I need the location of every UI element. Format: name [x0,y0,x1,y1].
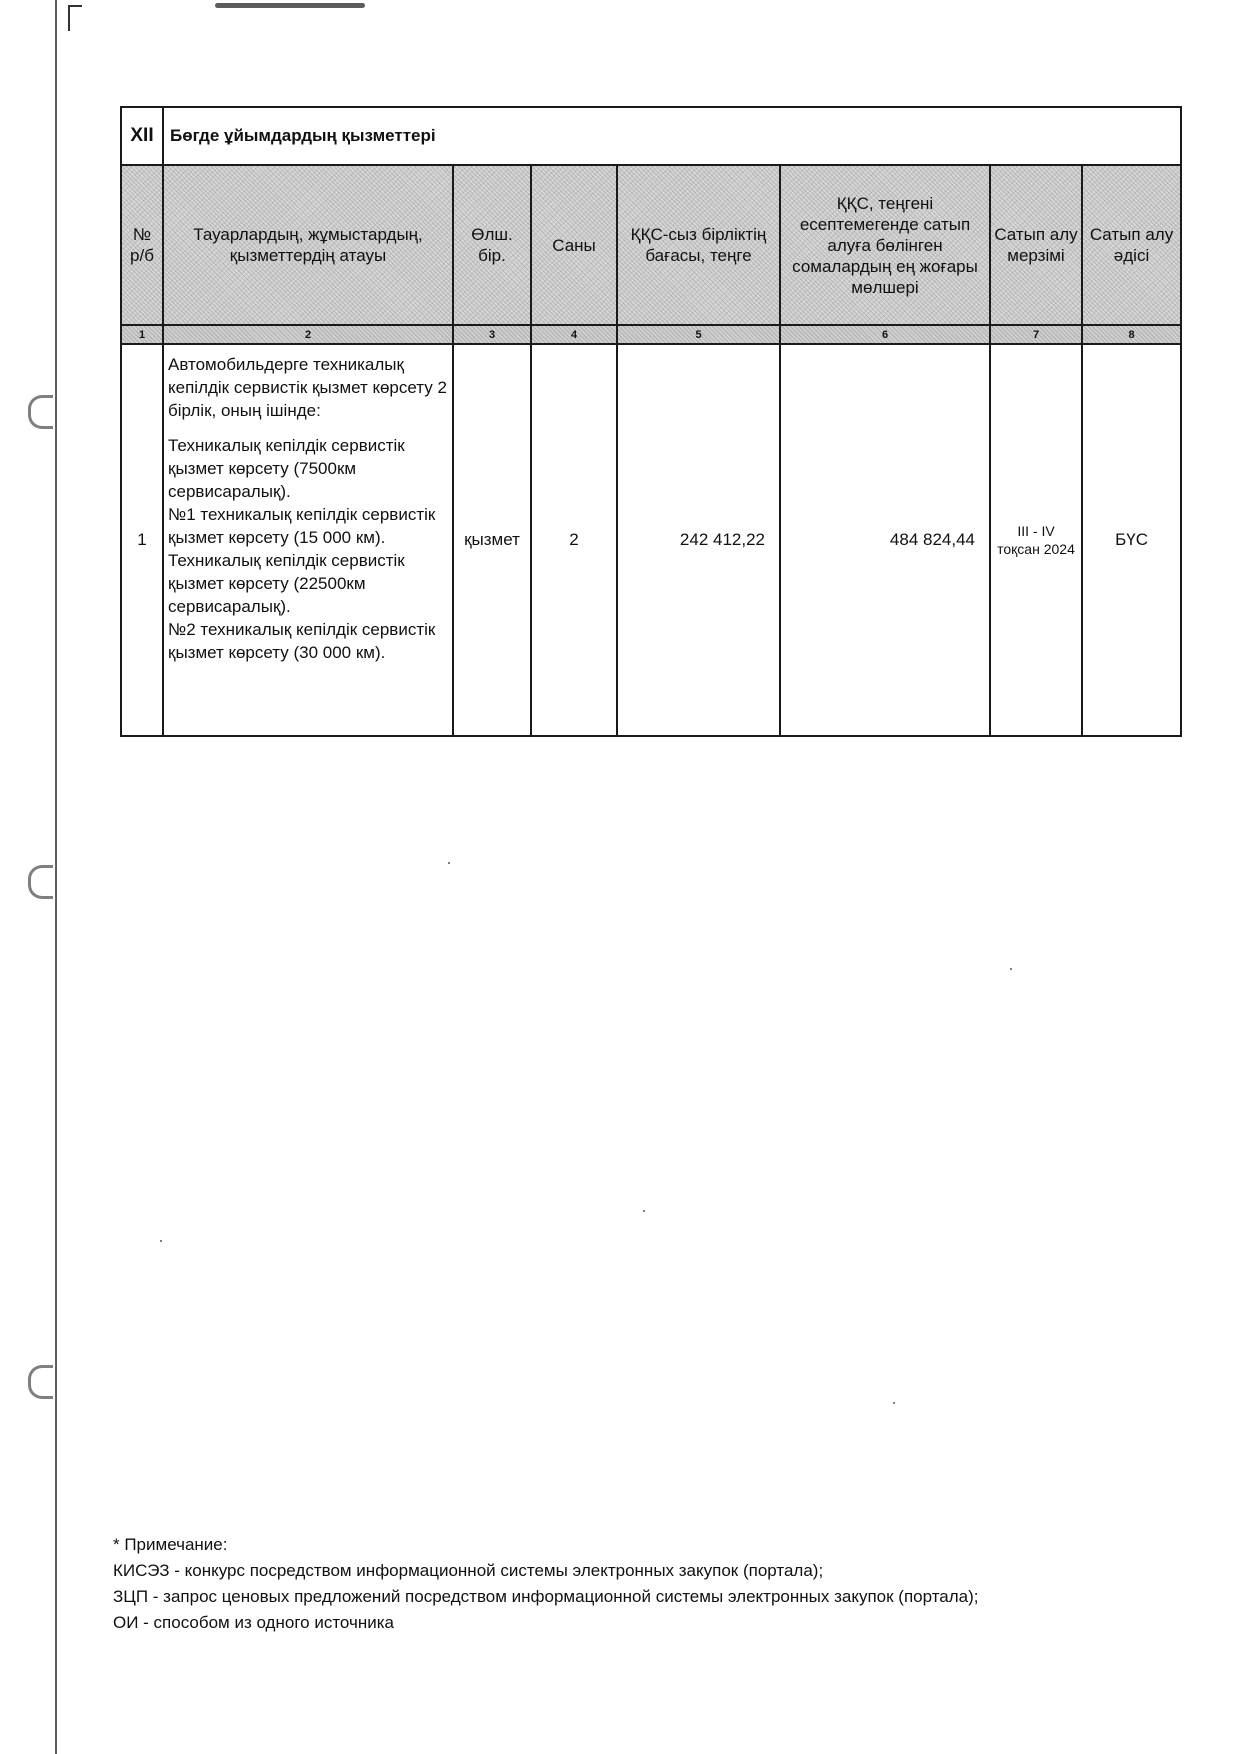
scan-corner-mark-h [68,5,82,7]
item-name-intro: Автомобильдерге техникалық кепілдік сервистік қызмет көрсету 2 бірлік, оның ішінде: [168,355,447,420]
footnote-line: ЗЦП - запрос ценовых предложений посредством информационной системы электронных закупок (портала); [113,1587,979,1606]
unit-cell: қызмет [453,344,531,736]
column-number: 4 [531,325,617,344]
scan-speck [1010,968,1012,970]
scan-margin-line [55,0,57,1754]
table-row [121,344,1181,736]
section-number: XII [121,107,163,165]
section-title: Бөгде ұйымдардың қызметтері [163,107,1181,165]
column-number: 5 [617,325,780,344]
column-number: 2 [163,325,453,344]
punch-hole-icon [28,1365,53,1399]
footnote-heading: * Примечание: [113,1535,228,1554]
header-row-number: № р/б [121,165,163,325]
header-row [121,165,1181,325]
header-unit: Өлш. бір. [453,165,531,325]
scan-speck [448,862,450,864]
scan-speck [160,1240,162,1242]
method-cell: БҮС [1082,344,1181,736]
item-name-line: №2 техникалық кепілдік сервистік қызмет көрсету (30 000 км). [168,620,436,662]
scan-speck [643,1210,645,1212]
period-line: III - IV [1017,523,1055,539]
header-period: Сатып алу мерзімі [990,165,1082,325]
header-max-amount: ҚҚС, теңгені есептемегенде сатып алуға бөлінген сомалардың ең жоғары мөлшері [780,165,990,325]
max-amount-cell: 484 824,44 [780,344,990,736]
column-number: 7 [990,325,1082,344]
period-cell [990,344,1082,736]
footnote-line: ОИ - способом из одного источника [113,1613,394,1632]
punch-hole-icon [28,395,53,429]
column-number: 3 [453,325,531,344]
column-number-row [121,325,1181,344]
section-row [121,107,1181,165]
column-number: 8 [1082,325,1181,344]
scan-corner-mark [68,5,70,31]
period-line: тоқсан 2024 [997,541,1075,557]
header-unit-price: ҚҚС-сыз бірліктің бағасы, теңге [617,165,780,325]
row-number: 1 [121,344,163,736]
punch-hole-icon [28,865,53,899]
header-quantity: Саны [531,165,617,325]
header-method: Сатып алу әдісі [1082,165,1181,325]
column-number: 6 [780,325,990,344]
item-name-line: №1 техникалық кепілдік сервистік қызмет көрсету (15 000 км). [168,505,436,547]
column-number: 1 [121,325,163,344]
scan-speck [893,1402,895,1404]
scan-top-streak [215,3,365,8]
footnote [113,1532,979,1636]
item-name-line: Техникалық кепілдік сервистік қызмет көрсету (22500км сервисаралық). [168,551,405,616]
unit-price-cell: 242 412,22 [617,344,780,736]
footnote-line: КИСЭЗ - конкурс посредством информационной системы электронных закупок (портала); [113,1561,824,1580]
header-item-name: Тауарлардың, жұмыстардың, қызметтердің атауы [163,165,453,325]
procurement-table [120,106,1182,737]
quantity-cell: 2 [531,344,617,736]
item-name-cell [163,344,453,736]
item-name-line: Техникалық кепілдік сервистік қызмет көрсету (7500км сервисаралық). [168,436,405,501]
